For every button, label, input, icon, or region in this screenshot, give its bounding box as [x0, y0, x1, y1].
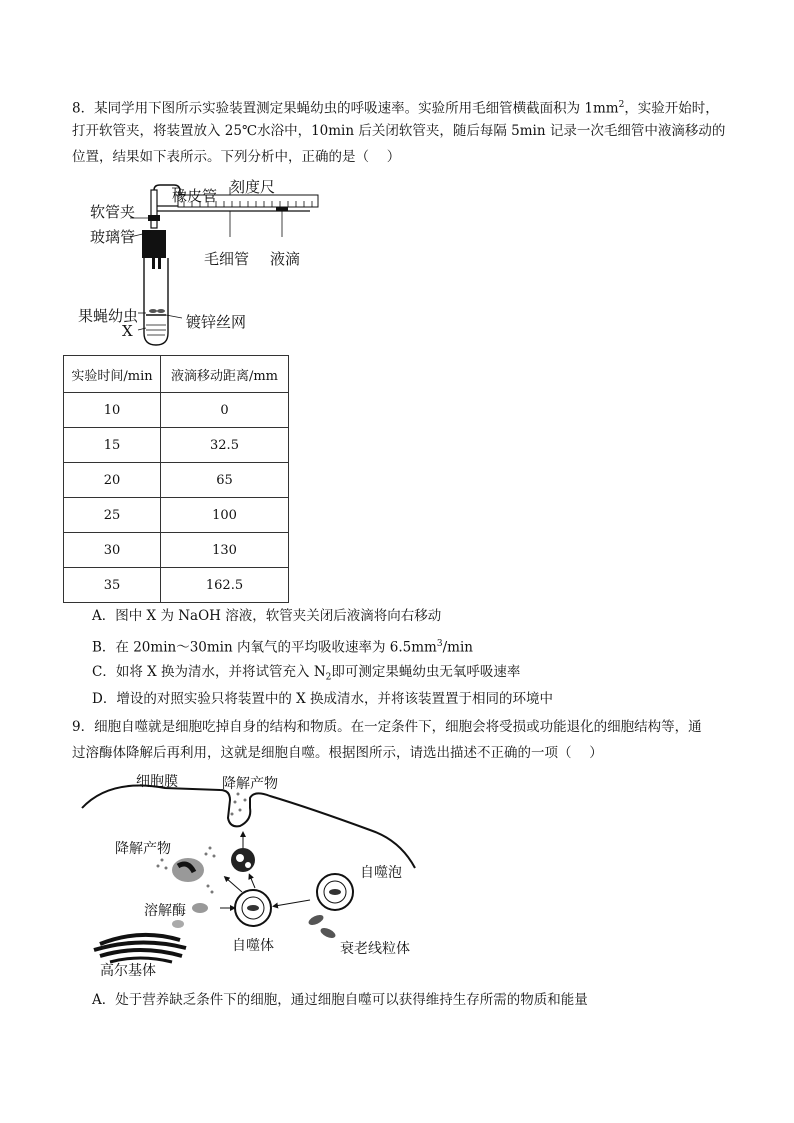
table-cell: 162.5 — [161, 568, 289, 603]
label-glass-tube: 玻璃管 — [90, 228, 136, 246]
table-row — [64, 463, 289, 498]
table-cell: 32.5 — [161, 428, 289, 463]
label-capillary: 毛细管 — [204, 250, 250, 268]
label-rubber-tube: 橡皮管 — [172, 187, 218, 205]
q8-option-a[interactable]: A．图中 X 为 NaOH 溶液，软管夹关闭后液滴将向右移动 — [92, 608, 442, 624]
table-row — [64, 428, 289, 463]
label-degradation-top: 降解产物 — [222, 776, 278, 792]
label-old-mitochondria: 衰老线粒体 — [340, 941, 410, 957]
q9-option-a[interactable]: A．处于营养缺乏条件下的细胞，通过细胞自噬可以获得维持生存所需的物质和能量 — [92, 992, 588, 1008]
table-cell: 10 — [64, 393, 161, 428]
q9-stem-line2: 过溶酶体降解后再利用，这就是细胞自噬。根据图所示，请选出描述不正确的一项（ ） — [72, 745, 603, 761]
q9-stem-line1: 9．细胞自噬就是细胞吃掉自身的结构和物质。在一定条件下，细胞会将受损或功能退化的细胞结构等，通 — [72, 719, 702, 735]
label-tube-clip: 软管夹 — [90, 203, 136, 221]
table-cell: 35 — [64, 568, 161, 603]
label-autophagic-vesicle: 自噬泡 — [360, 865, 402, 881]
table-cell: 20 — [64, 463, 161, 498]
label-lysozyme: 溶解酶 — [144, 903, 186, 919]
label-autophagosome: 自噬体 — [232, 938, 274, 954]
table-cell: 30 — [64, 533, 161, 568]
table-header-distance: 液滴移动距离/mm — [161, 356, 289, 393]
results-table — [63, 355, 289, 603]
label-x: X — [122, 322, 133, 340]
label-droplet: 液滴 — [270, 250, 301, 268]
table-cell: 130 — [161, 533, 289, 568]
table-row — [64, 393, 289, 428]
table-cell: 0 — [161, 393, 289, 428]
table-row — [64, 568, 289, 603]
q8-stem-line3: 位置，结果如下表所示。下列分析中，正确的是（ ） — [72, 149, 401, 165]
q8-option-d[interactable]: D．增设的对照实验只将装置中的 X 换成清水，并将该装置置于相同的环境中 — [92, 691, 554, 707]
label-golgi: 高尔基体 — [100, 963, 156, 979]
label-wire-mesh: 镀锌丝网 — [186, 313, 247, 331]
table-header-time: 实验时间/min — [64, 356, 161, 393]
table-row — [64, 533, 289, 568]
q8-option-c[interactable]: C．如将 X 换为清水，并将试管充入 $N_2$即可测定果蝇幼虫无氧呼吸速率 — [92, 664, 521, 683]
label-degradation-left: 降解产物 — [115, 841, 171, 857]
table-cell: 15 — [64, 428, 161, 463]
label-cell-membrane: 细胞膜 — [136, 774, 178, 790]
label-ruler: 刻度尺 — [230, 178, 276, 196]
label-larvae: 果蝇幼虫 — [78, 307, 139, 325]
q8-option-b[interactable]: B．在 20min～30min 内氧气的平均吸收速率为 $6.5mm^3/\min$ — [92, 639, 473, 656]
q8-stem-line2: 打开软管夹，将装置放入 25℃水浴中，10min 后关闭软管夹，随后每隔 5min 记录一次毛细管中液滴移动的 — [72, 123, 726, 139]
table-row — [64, 498, 289, 533]
table-cell: 25 — [64, 498, 161, 533]
table-cell: 65 — [161, 463, 289, 498]
table-header-row — [64, 356, 289, 393]
q8-stem-line1: 8．某同学用下图所示实验装置测定果蝇幼虫的呼吸速率。实验所用毛细管横截面积为 $1mm^2$，实验开始时， — [72, 100, 719, 117]
table-cell: 100 — [161, 498, 289, 533]
